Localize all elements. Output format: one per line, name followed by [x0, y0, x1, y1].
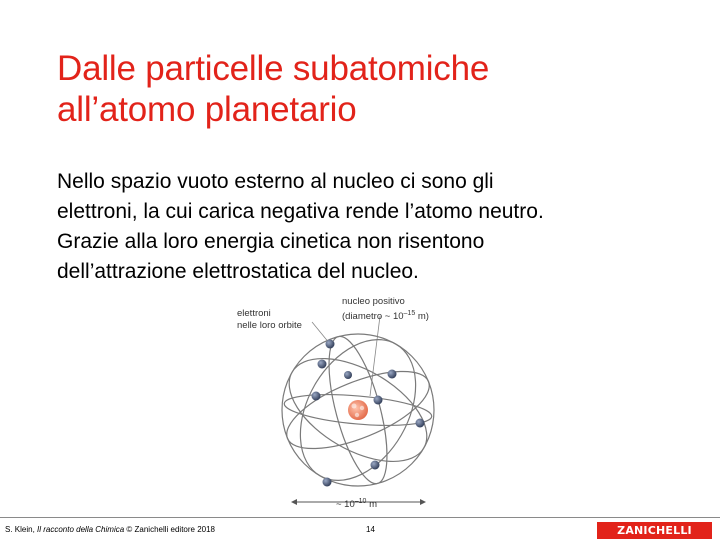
nucleus-label-line-2: (diametro ~ $10^{-15}$ m)	[342, 310, 429, 323]
footer	[0, 517, 720, 540]
electron	[326, 340, 335, 349]
scale-label: ~ $10^{-10}$ m	[336, 498, 378, 511]
body-paragraph	[57, 167, 697, 287]
page-number: 14	[366, 525, 375, 534]
electrons	[312, 340, 425, 487]
electron	[318, 360, 327, 369]
electron	[344, 371, 352, 379]
electrons-label	[237, 308, 302, 332]
electron	[388, 370, 397, 379]
nucleus	[348, 400, 368, 420]
electrons-label-line-2: nelle loro orbite	[237, 320, 302, 331]
nucleus-label-line-1: nucleo positivo	[342, 296, 405, 307]
body-line-3: Grazie alla loro energia cinetica non risentono	[57, 230, 485, 253]
electron	[374, 396, 383, 405]
footer-divider	[0, 517, 720, 518]
body-line-2: elettroni, la cui carica negativa rende l’atomo neutro.	[57, 200, 544, 223]
title-line-1: Dalle particelle subatomiche	[57, 49, 490, 88]
footer-credit: S. Klein, Il racconto della Chimica © Zanichelli editore 2018	[5, 525, 216, 534]
title-line-2: all’atomo planetario	[57, 90, 357, 129]
slide-title	[57, 48, 677, 130]
electron	[371, 461, 380, 470]
electron	[323, 478, 332, 487]
nucleus-label	[342, 296, 429, 323]
electron	[312, 392, 321, 401]
body-line-1: Nello spazio vuoto esterno al nucleo ci sono gli	[57, 170, 494, 193]
publisher-logo: ZANICHELLI	[597, 522, 712, 539]
electrons-label-line-1: elettroni	[237, 308, 271, 319]
body-line-4: dell’attrazione elettrostatica del nucleo.	[57, 260, 419, 283]
nucleus-label-pointer	[370, 316, 380, 396]
electron	[416, 419, 425, 428]
atom-diagram	[230, 290, 470, 520]
